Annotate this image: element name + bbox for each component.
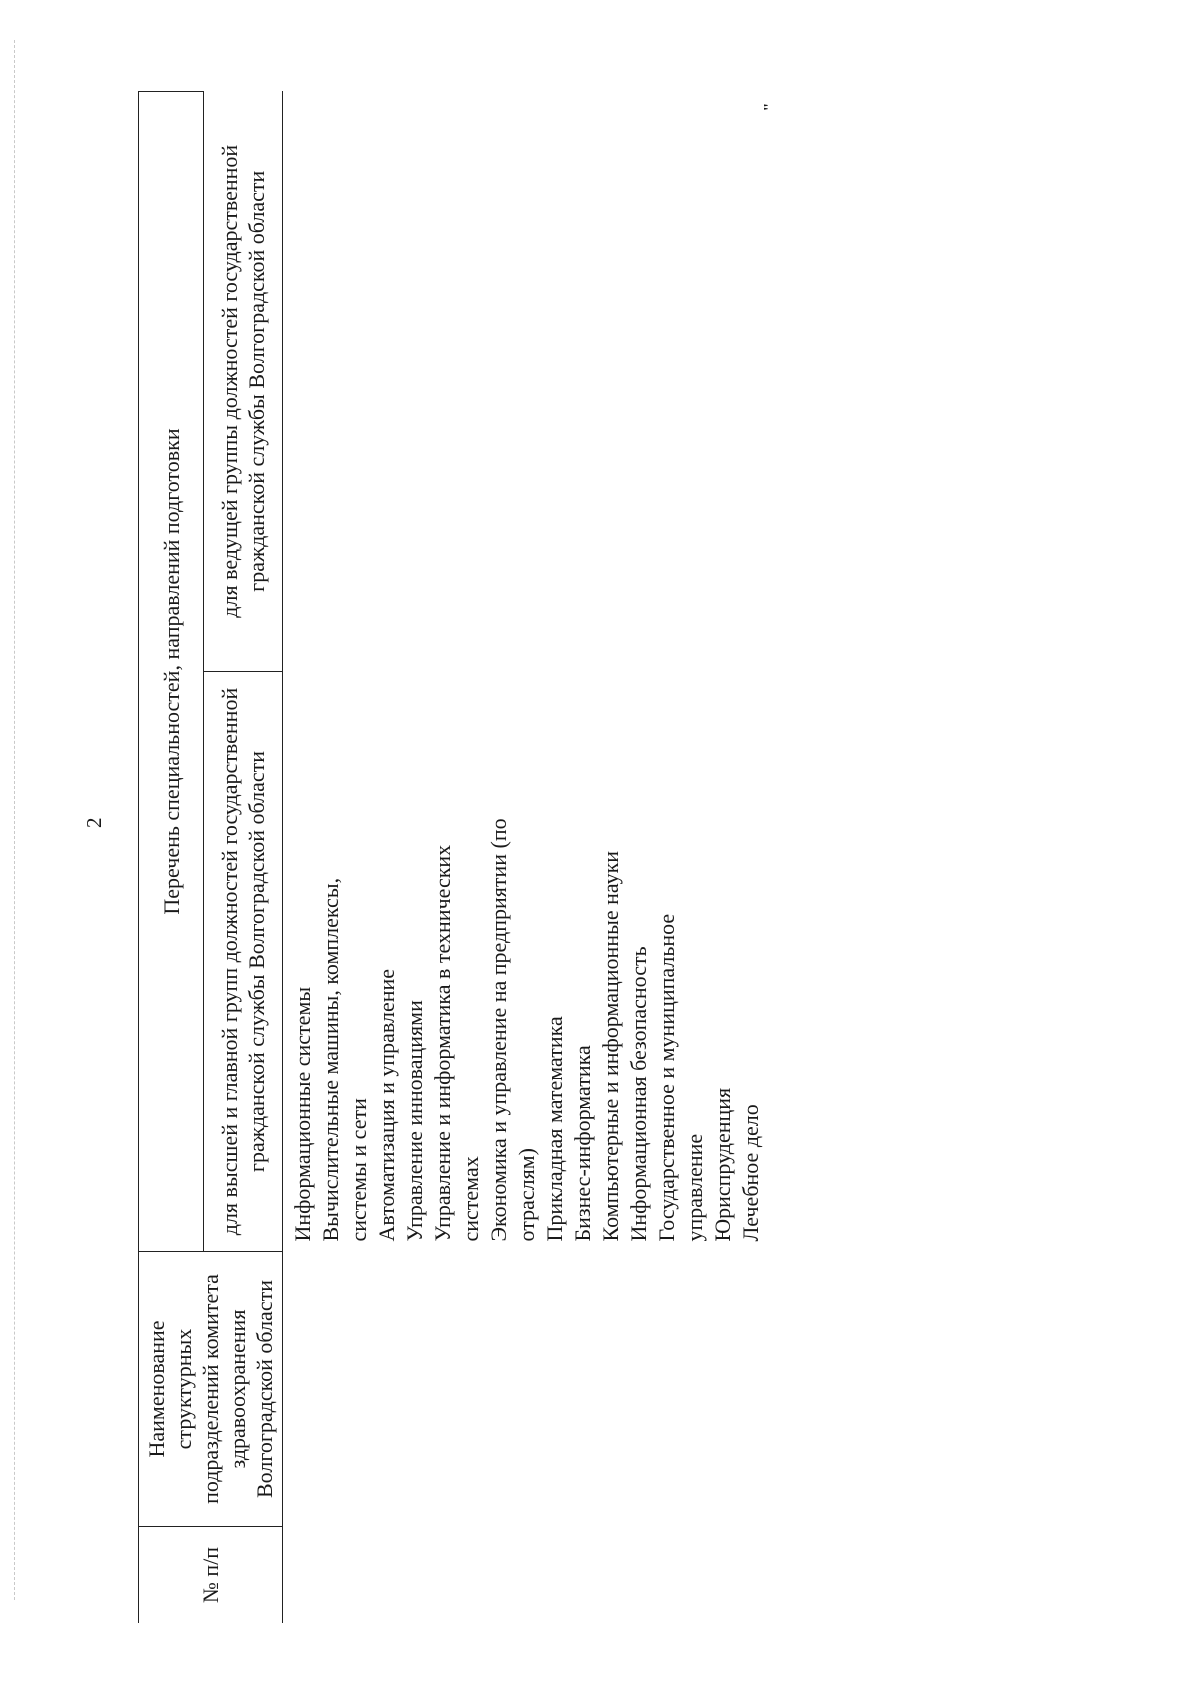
list-item: Экономика и управление на предприятии (по отраслям) [486, 818, 539, 1242]
specialties-table [138, 91, 771, 1623]
cell-subdivision [283, 1252, 772, 1527]
list-item: Юриспруденция [710, 1087, 735, 1242]
header-subdivision-name: Наименование структурных подразделений комитета здравоохранения Волгоградской области [139, 1252, 283, 1527]
table-row [283, 92, 772, 1624]
closing-quote-mark: " [761, 102, 779, 112]
list-item: Бизнес-информатика [570, 1045, 595, 1242]
header-lead-group: для ведущей группы должностей государственной гражданской службы Волгоградской области [204, 92, 283, 672]
list-item: Лечебное дело [738, 1104, 763, 1242]
specialties-list [289, 802, 765, 1242]
header-specialties-list: Перечень специальностей, направлений подготовки [139, 92, 204, 1252]
rotated-page-content [138, 91, 1038, 1623]
list-item: Прикладная математика [542, 1016, 567, 1242]
list-item: Государственное и муниципальное управление [654, 913, 707, 1242]
list-item: Информационные системы [290, 986, 315, 1242]
cell-high-group-specialties [283, 672, 772, 1252]
list-item: Автоматизация и управление [374, 968, 399, 1242]
list-item: Компьютерные и информационные науки [598, 850, 623, 1242]
list-item: Управление инновациями [402, 1000, 427, 1242]
page-number: 2 [82, 817, 106, 828]
list-item: Управление и информатика в технических системах [430, 844, 483, 1242]
scan-edge-line [14, 40, 15, 1600]
header-number: № п/п [139, 1527, 283, 1624]
list-item: Вычислительные машины, комплексы, системы и сети [318, 877, 371, 1242]
header-high-group: для высшей и главной групп должностей государственной гражданской службы Волгоградской области [204, 672, 283, 1252]
cell-lead-group-specialties [283, 92, 772, 672]
list-item: Информационная безопасность [626, 946, 651, 1242]
cell-number [283, 1527, 772, 1624]
